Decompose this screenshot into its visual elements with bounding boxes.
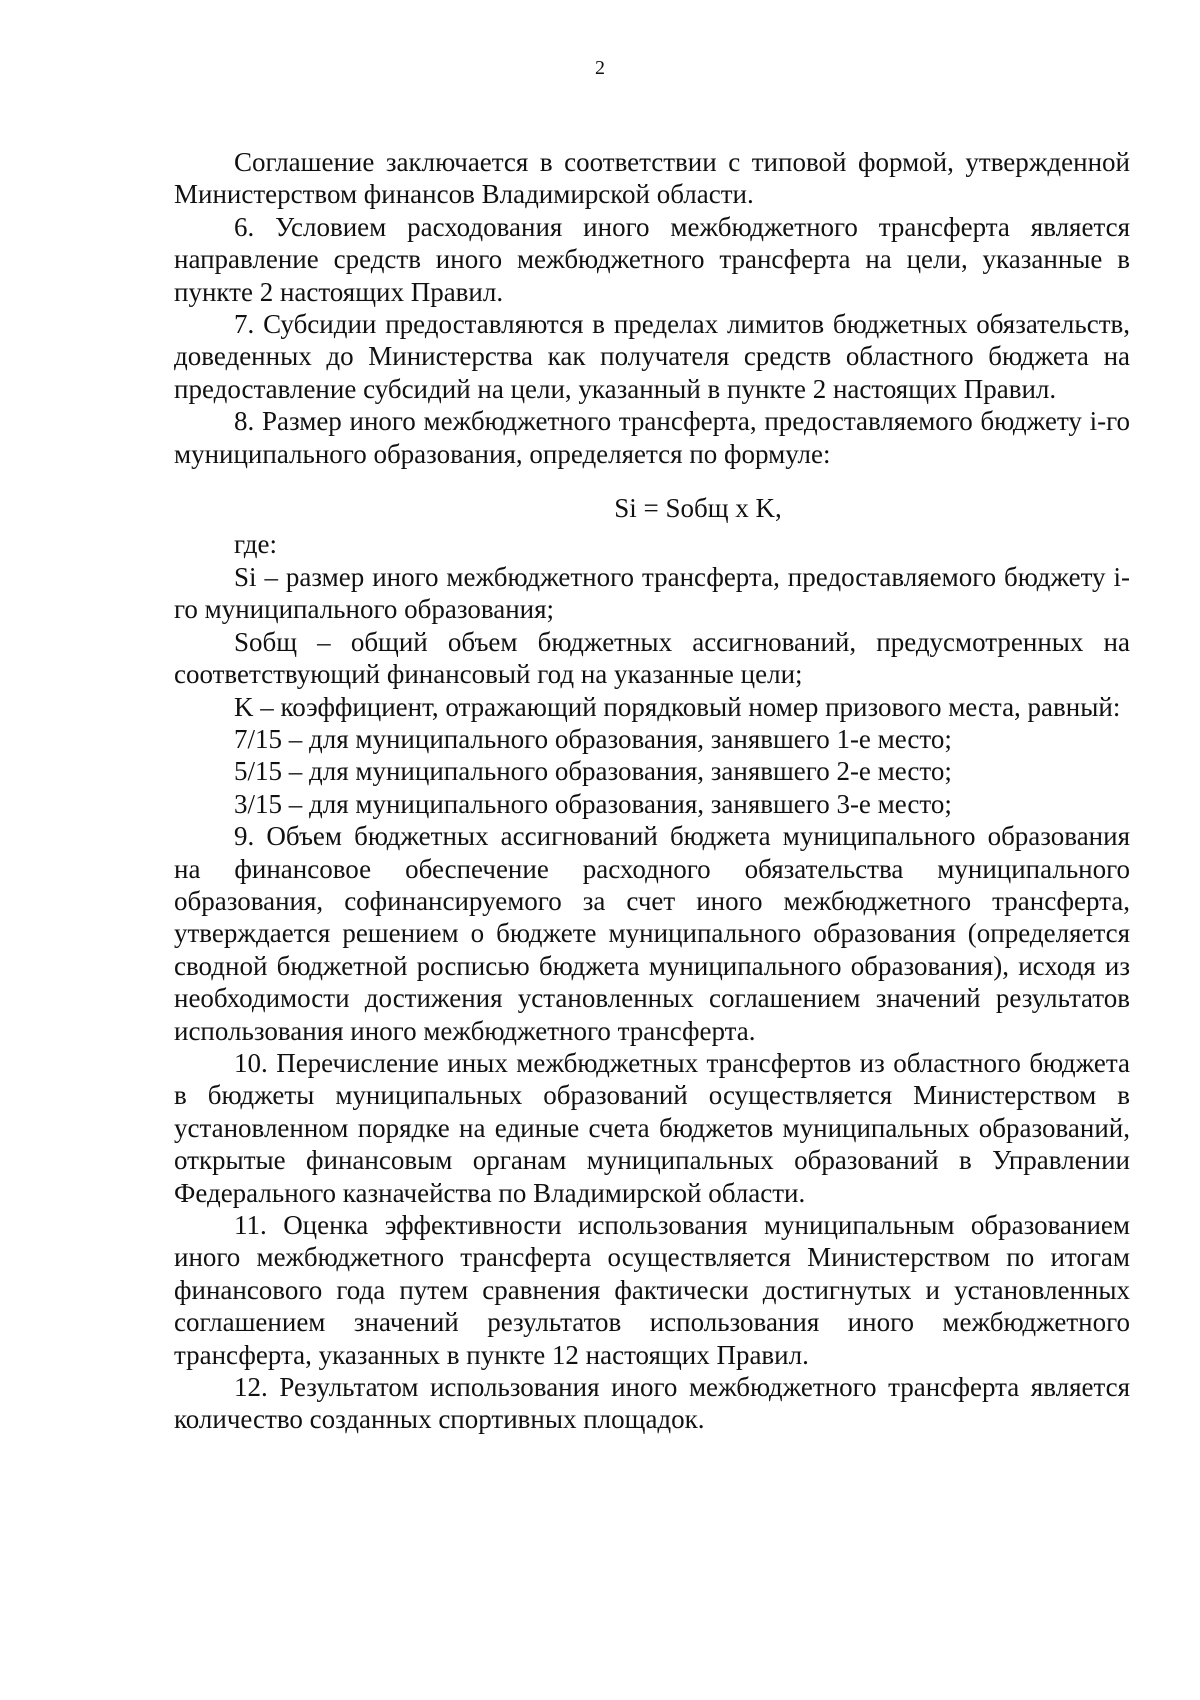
paragraph-6: 6. Условием расходования иного межбюджетного трансферта является направление средств иного межбюджетного трансферта на цели, указанные в пункте 2 настоящих Правил. <box>174 211 1130 307</box>
paragraph-8: 8. Размер иного межбюджетного трансферта, предоставляемого бюджету i-го муниципального образования, определяется по формуле: <box>174 406 1130 469</box>
formula-where-label: где: <box>234 529 277 560</box>
page-number: 2 <box>595 57 605 79</box>
paragraph-7: 7. Субсидии предоставляются в пределах лимитов бюджетных обязательств, доведенных до Министерства как получателя средств областного бюджета на предоставление субсидий на цели, указанный в пункте 2 настоящих Правил. <box>174 309 1130 404</box>
definition-sobsh: Sобщ – общий объем бюджетных ассигнований, предусмотренных на соответствующий финансовый год на указанные цели; <box>174 626 1130 690</box>
coefficient-place-1: 7/15 – для муниципального образования, занявшего 1-е место; <box>234 723 952 754</box>
paragraph-agreement: Соглашение заключается в соответствии с типовой формой, утвержденной Министерством финансов Владимирской области. <box>174 147 1130 210</box>
coefficient-place-3: 3/15 – для муниципального образования, занявшего 3-е место; <box>234 788 952 819</box>
definition-k: K – коэффициент, отражающий порядковый номер призового места, равный: <box>234 691 1121 722</box>
document-body <box>174 146 1130 1436</box>
coefficient-place-2: 5/15 – для муниципального образования, занявшего 2-е место; <box>234 756 952 787</box>
paragraph-10: 10. Перечисление иных межбюджетных трансфертов из областного бюджета в бюджеты муниципальных образований осуществляется Министерством в установленном порядке на единые счета бюджетов муниципальных образований, открытые финансовым органам муниципальных образований в Управлении Федерального казначейства по Владимирской области. <box>174 1047 1130 1208</box>
paragraph-9: 9. Объем бюджетных ассигнований бюджета муниципального образования на финансовое обеспечение расходного обязательства муниципального образования, софинансируемого за счет иного межбюджетного трансферта, утверждается решением о бюджете муниципального образования (определяется сводной бюджетной росписью бюджета муниципального образования), исходя из необходимости достижения установленных соглашением значений результатов использования иного межбюджетного трансферта. <box>174 821 1130 1046</box>
formula: Si = Sобщ x K, <box>614 493 782 524</box>
definition-si: Si – размер иного межбюджетного трансферта, предоставляемого бюджету i-го муниципального образования; <box>174 561 1130 625</box>
paragraph-11: 11. Оценка эффективности использования муниципальным образованием иного межбюджетного трансферта осуществляется Министерством по итогам финансового года путем сравнения фактически достигнутых и установленных соглашением значений результатов использования иного межбюджетного трансферта, указанных в пункте 12 настоящих Правил. <box>174 1210 1130 1370</box>
paragraph-12: 12. Результатом использования иного межбюджетного трансферта является количество созданных спортивных площадок. <box>174 1372 1130 1435</box>
